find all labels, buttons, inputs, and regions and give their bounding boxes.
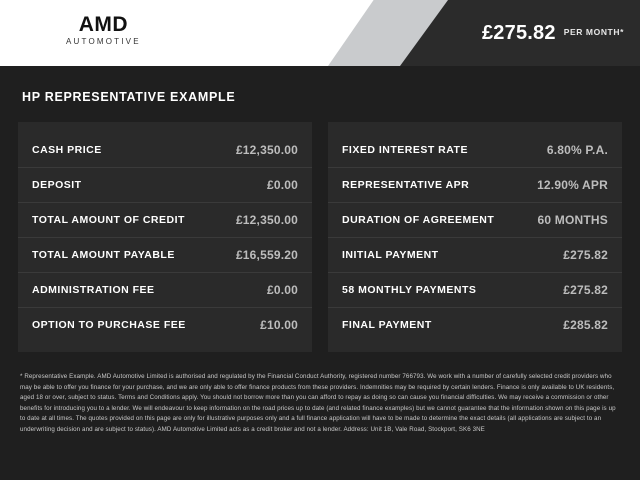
row-label: REPRESENTATIVE APR <box>342 179 470 191</box>
row-label: 58 MONTHLY PAYMENTS <box>342 284 477 296</box>
table-row <box>328 167 622 202</box>
row-label: TOTAL AMOUNT PAYABLE <box>32 249 175 261</box>
row-value: 6.80% P.A. <box>546 142 608 157</box>
row-label: CASH PRICE <box>32 143 102 156</box>
row-label: TOTAL AMOUNT OF CREDIT <box>32 214 185 226</box>
table-row <box>18 237 312 272</box>
amd-automotive-logo <box>66 14 141 47</box>
row-value: £10.00 <box>260 318 298 332</box>
monthly-price-block <box>410 0 640 66</box>
row-value: £12,350.00 <box>235 142 298 157</box>
logo-subtext: AUTOMOTIVE <box>66 37 141 46</box>
table-row <box>328 202 622 237</box>
row-label: FINAL PAYMENT <box>342 319 432 331</box>
table-row <box>18 272 312 307</box>
table-row <box>18 307 312 342</box>
table-row <box>18 167 312 202</box>
row-value: 60 MONTHS <box>537 213 608 227</box>
header-bar <box>0 0 640 66</box>
page-title: HP REPRESENTATIVE EXAMPLE <box>22 90 236 104</box>
row-value: 12.90% APR <box>537 178 608 192</box>
row-label: FIXED INTEREST RATE <box>342 143 468 156</box>
finance-table-right <box>328 122 622 352</box>
monthly-price-period: PER MONTH* <box>563 27 624 37</box>
row-value: £0.00 <box>266 178 298 192</box>
table-row <box>328 132 622 167</box>
row-value: £275.82 <box>563 248 608 262</box>
disclaimer-text: * Representative Example. AMD Automotive Limited is authorised and regulated by the Financial Conduct Authority, registered number 766793. We work with a number of carefully selected credit providers who may be able to offer you finance for your purchase, and we are only able to offer finance products from these providers. Indemnities may be required by certain lenders. Finance is only available to UK residents, aged 18 or over, subject to status. Terms and Conditions apply. You should not borrow more than you can afford to repay as doing so can cause you financial difficulties. We may receive a commission or other benefits for introducing you to a lender. We will endeavour to keep information on the road prices up to date (and related finance examples) but we cannot guarantee that the information shown on this page is up to date at all times. The quotes provided on this page are only for illustrative purposes only and a full finance application will have to be made to determine the exact details (all applications are subject to an underwriting decision and are subject to status). AMD Automotive Limited acts as a credit broker and not a lender. Address: Unit 1B, Vale Road, Stockport, SK6 3NE <box>20 373 616 433</box>
row-value: £0.00 <box>266 283 298 297</box>
logo-wordmark: AMD <box>78 13 129 36</box>
table-row <box>328 237 622 272</box>
row-value: £275.82 <box>563 283 608 297</box>
row-value: £285.82 <box>563 318 608 332</box>
row-label: DURATION OF AGREEMENT <box>342 214 495 226</box>
table-row <box>18 202 312 237</box>
row-label: ADMINISTRATION FEE <box>32 284 155 296</box>
row-label: INITIAL PAYMENT <box>342 249 439 261</box>
row-label: DEPOSIT <box>32 179 82 191</box>
table-row <box>328 272 622 307</box>
finance-tables <box>0 104 640 352</box>
finance-table-left <box>18 122 312 352</box>
table-row <box>328 307 622 342</box>
row-value: £16,559.20 <box>235 248 298 262</box>
table-row <box>18 132 312 167</box>
row-label: OPTION TO PURCHASE FEE <box>32 319 186 331</box>
monthly-price-value: £275.82 <box>481 21 556 44</box>
row-value: £12,350.00 <box>235 213 298 227</box>
